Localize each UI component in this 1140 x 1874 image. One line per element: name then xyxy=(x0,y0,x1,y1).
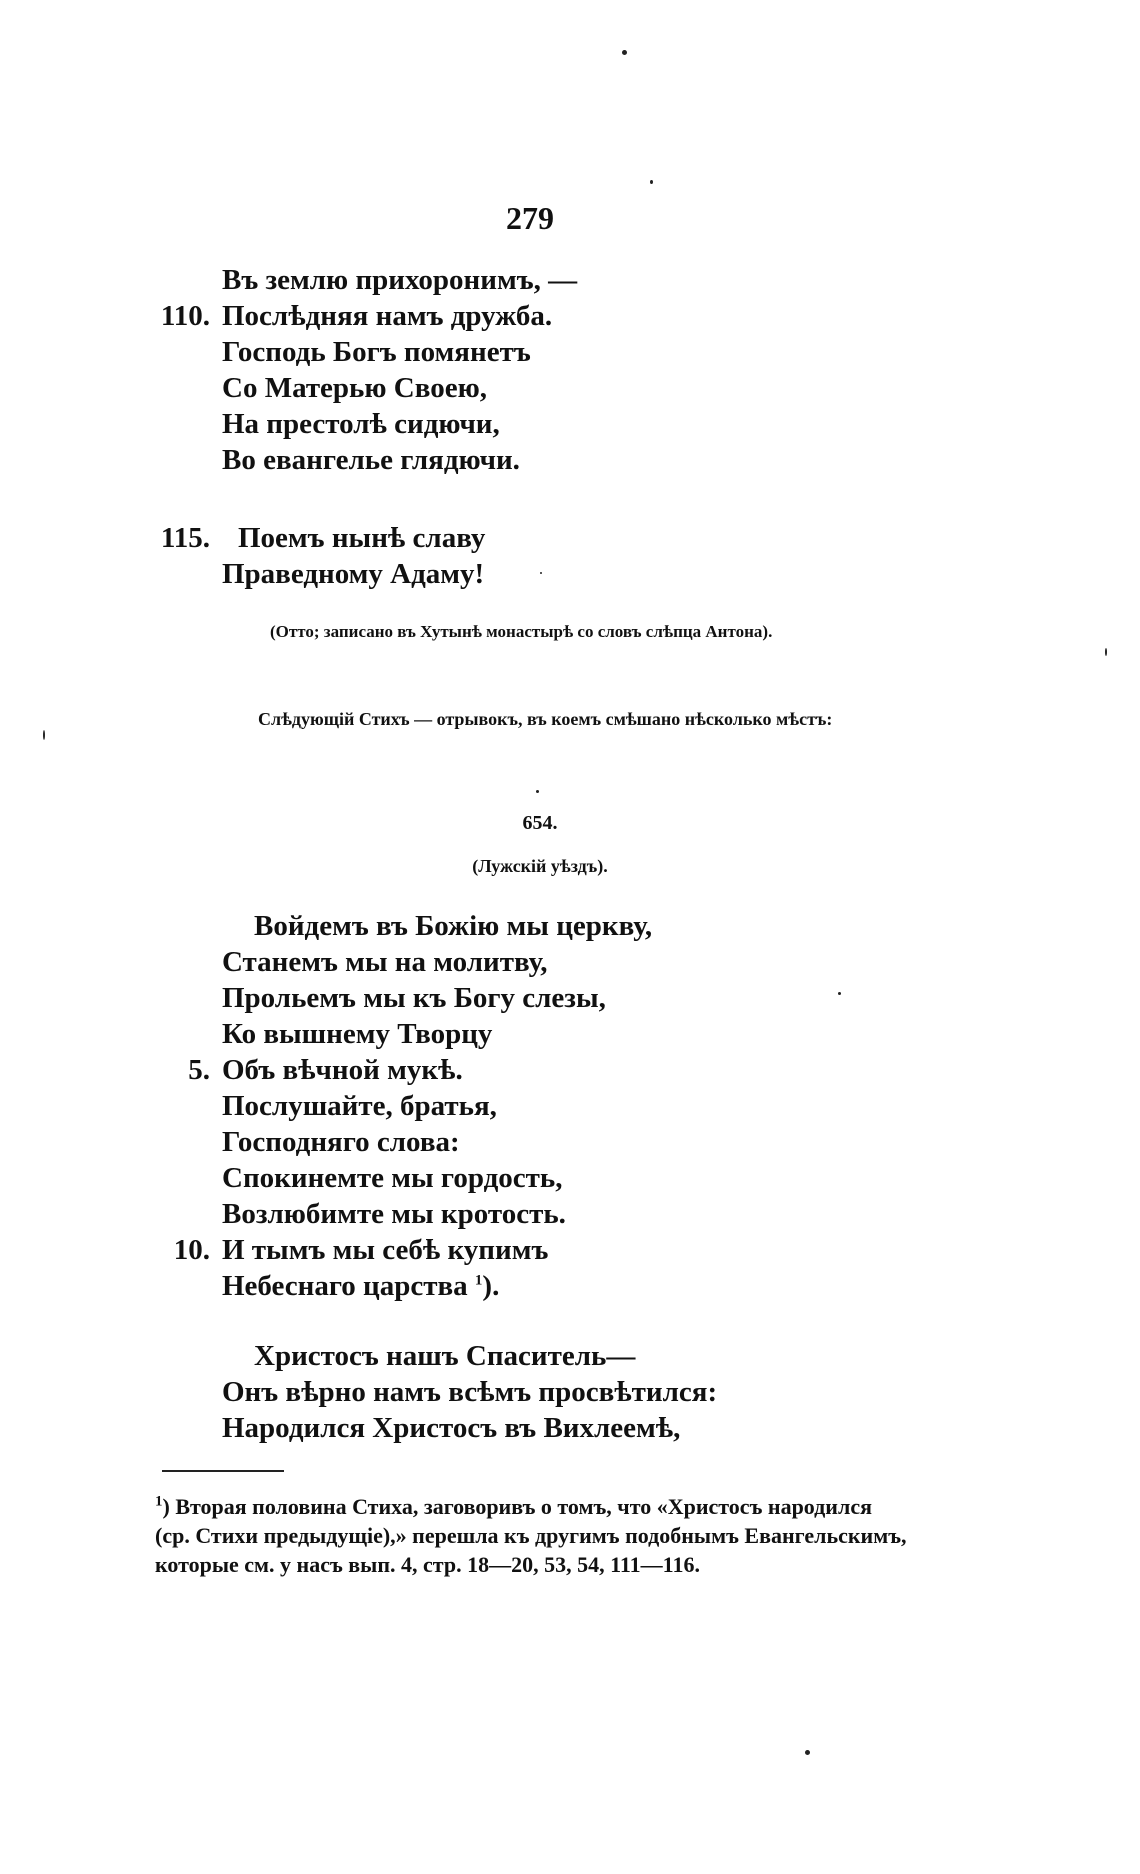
footnote-line-3: которые см. у насъ вып. 4, стр. 18—20, 53, 54, 111—116. xyxy=(155,1552,700,1577)
verse-text: Возлюбимте мы кротость. xyxy=(222,1198,566,1230)
verse-line xyxy=(150,406,950,442)
footnote xyxy=(155,1492,975,1579)
verse-text: И тымъ мы себѣ купимъ xyxy=(222,1234,549,1266)
verse-line xyxy=(150,1196,950,1232)
verse-line xyxy=(150,1268,950,1304)
verse-text: Онъ вѣрно намъ всѣмъ просвѣтился: xyxy=(222,1376,718,1408)
verse-line xyxy=(150,1088,950,1124)
verse-text: Ко вышнему Творцу xyxy=(222,1018,493,1050)
scan-speck xyxy=(805,1750,810,1755)
footnote-mark: 1 xyxy=(155,1493,163,1510)
scan-speck xyxy=(650,180,653,184)
scan-speck xyxy=(536,790,539,793)
verse-line xyxy=(150,1410,950,1446)
verse-text xyxy=(222,1268,499,1304)
verse-text: Войдемъ въ Божію мы церкву, xyxy=(254,910,653,942)
verse-line xyxy=(150,520,950,556)
line-number: 110. xyxy=(160,300,210,332)
intro-text: Слѣдующій Стихъ — отрывокъ, въ коемъ смѣшано нѣсколько мѣстъ: xyxy=(258,709,833,729)
verse-text: Послушайте, братья, xyxy=(222,1090,497,1122)
verse-line xyxy=(150,298,950,334)
verse-text-content: Небеснаго царства xyxy=(222,1270,468,1302)
verse-text: Со Матерью Своею, xyxy=(222,372,487,404)
footnote-reference: 1 xyxy=(474,1272,483,1289)
footnote-line-1 xyxy=(155,1492,975,1521)
scan-speck xyxy=(622,50,627,55)
verse-line xyxy=(150,908,950,944)
footnote-text: ) Вторая половина Стиха, заговоривъ о томъ, что «Христосъ народился xyxy=(162,1494,872,1519)
line-number: 115. xyxy=(160,522,210,554)
verse-text: Въ землю прихоронимъ, — xyxy=(222,264,578,296)
source-note: (Отто; записано въ Хутынѣ монастырѣ со словъ слѣпца Антона). xyxy=(270,622,773,641)
verse-block-2 xyxy=(150,520,950,592)
verse-text: Объ вѣчной мукѣ. xyxy=(222,1054,463,1086)
footnote-reference-close: ). xyxy=(482,1270,500,1302)
verse-line xyxy=(150,1232,950,1268)
footnote-divider xyxy=(162,1470,284,1472)
verse-line xyxy=(150,1016,950,1052)
verse-text: На престолѣ сидючи, xyxy=(222,408,500,440)
verse-line xyxy=(150,370,950,406)
verse-block-4 xyxy=(150,1338,950,1446)
verse-text: Спокинемте мы гордость, xyxy=(222,1162,563,1194)
page-number: 279 xyxy=(506,200,554,236)
scan-speck xyxy=(540,572,542,574)
line-number: 5. xyxy=(188,1054,210,1086)
footnote-line-2: (ср. Стихи предыдущіе),» перешла къ другимъ подобнымъ Евангельскимъ, xyxy=(155,1523,907,1548)
verse-text: Поемъ нынѣ славу xyxy=(238,522,486,554)
verse-line xyxy=(150,1374,950,1410)
verse-line xyxy=(150,334,950,370)
district-label: (Лужскій уѣздъ). xyxy=(472,856,608,876)
verse-line xyxy=(150,262,950,298)
scan-speck xyxy=(838,992,841,995)
verse-text: Христосъ нашъ Спаситель— xyxy=(254,1340,636,1372)
line-number: 10. xyxy=(173,1234,210,1266)
verse-text: Прольемъ мы къ Богу слезы, xyxy=(222,982,606,1014)
verse-text: Во евангелье глядючи. xyxy=(222,444,520,476)
poem-number: 654. xyxy=(522,812,558,834)
verse-line xyxy=(150,1338,950,1374)
verse-line xyxy=(150,1160,950,1196)
verse-block-1 xyxy=(150,262,950,478)
verse-line xyxy=(150,442,950,478)
verse-line xyxy=(150,980,950,1016)
verse-line xyxy=(150,1124,950,1160)
verse-text: Народился Христосъ въ Вихлеемѣ, xyxy=(222,1412,681,1444)
verse-text: Господь Богъ помянетъ xyxy=(222,336,531,368)
verse-line xyxy=(150,1052,950,1088)
verse-line xyxy=(150,556,950,592)
verse-line xyxy=(150,944,950,980)
verse-text: Праведному Адаму! xyxy=(222,558,485,590)
verse-block-3 xyxy=(150,908,950,1304)
verse-text: Господняго слова: xyxy=(222,1126,460,1158)
scan-speck xyxy=(1105,648,1107,656)
verse-text: Станемъ мы на молитву, xyxy=(222,946,548,978)
scan-speck xyxy=(43,730,45,740)
verse-text: Послѣдняя намъ дружба. xyxy=(222,300,553,332)
